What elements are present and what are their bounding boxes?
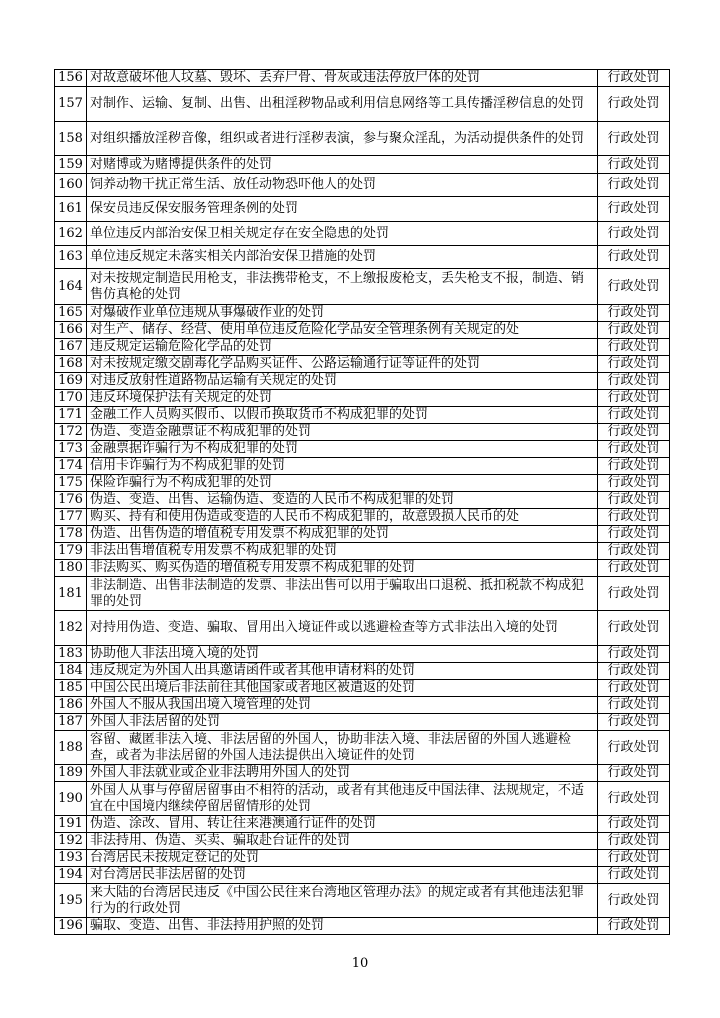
table-row [55, 680, 670, 697]
penalty-item: 对赌博或为赌博提供条件的处罚 [87, 156, 598, 174]
table-row [55, 339, 670, 356]
table-row [55, 646, 670, 663]
penalty-item: 外国人非法居留的处罚 [87, 714, 598, 731]
penalty-item: 来大陆的台湾居民违反《中国公民往来台湾地区管理办法》的规定或者有其他违法犯罪行为的行政处罚 [87, 884, 598, 918]
penalty-category: 行政处罚 [598, 269, 670, 305]
row-number: 173 [55, 441, 87, 458]
penalty-category: 行政处罚 [598, 87, 670, 122]
penalty-category: 行政处罚 [598, 765, 670, 782]
table-row [55, 174, 670, 197]
penalty-item: 金融工作人员购买假币、以假币换取货币不构成犯罪的处罚 [87, 407, 598, 424]
penalty-category: 行政处罚 [598, 70, 670, 87]
table-row [55, 731, 670, 765]
row-number: 193 [55, 850, 87, 867]
penalty-item: 伪造、涂改、冒用、转让往来港澳通行证件的处罚 [87, 816, 598, 833]
row-number: 179 [55, 543, 87, 560]
table-row [55, 765, 670, 782]
penalty-category: 行政处罚 [598, 305, 670, 322]
penalty-item: 非法制造、出售非法制造的发票、非法出售可以用于骗取出口退税、抵扣税款不构成犯罪的处罚 [87, 577, 598, 611]
row-number: 181 [55, 577, 87, 611]
row-number: 183 [55, 646, 87, 663]
row-number: 169 [55, 373, 87, 390]
table-row [55, 356, 670, 373]
penalty-category: 行政处罚 [598, 156, 670, 174]
penalty-item: 外国人从事与停留居留事由不相符的活动，或者有其他违反中国法律、法规规定，不适宜在中国境内继续停留居留情形的处罚 [87, 782, 598, 816]
penalty-category: 行政处罚 [598, 174, 670, 197]
table-row [55, 197, 670, 222]
penalty-category: 行政处罚 [598, 509, 670, 526]
row-number: 156 [55, 70, 87, 87]
row-number: 166 [55, 322, 87, 339]
penalty-category: 行政处罚 [598, 407, 670, 424]
row-number: 186 [55, 697, 87, 714]
table-row [55, 833, 670, 850]
table-row [55, 407, 670, 424]
penalty-category: 行政处罚 [598, 577, 670, 611]
row-number: 187 [55, 714, 87, 731]
penalty-category: 行政处罚 [598, 424, 670, 441]
penalty-item: 饲养动物干扰正常生活、放任动物恐吓他人的处罚 [87, 174, 598, 197]
page-number: 10 [351, 956, 369, 971]
penalty-item: 对制作、运输、复制、出售、出租淫秽物品或利用信息网络等工具传播淫秽信息的处罚 [87, 87, 598, 122]
penalty-item: 违反规定为外国人出具邀请函件或者其他申请材料的处罚 [87, 663, 598, 680]
penalty-item: 违反规定运输危险化学品的处罚 [87, 339, 598, 356]
table-row [55, 697, 670, 714]
penalty-category: 行政处罚 [598, 731, 670, 765]
table-row [55, 222, 670, 246]
penalty-category: 行政处罚 [598, 475, 670, 492]
row-number: 184 [55, 663, 87, 680]
penalty-item: 非法持用、伪造、买卖、骗取赴台证件的处罚 [87, 833, 598, 850]
table-row [55, 543, 670, 560]
row-number: 192 [55, 833, 87, 850]
table-row [55, 509, 670, 526]
row-number: 170 [55, 390, 87, 407]
penalty-item: 购买、持有和使用伪造或变造的人民币不构成犯罪的，故意毁损人民币的处 [87, 509, 598, 526]
penalty-category: 行政处罚 [598, 697, 670, 714]
penalty-item: 违反环境保护法有关规定的处罚 [87, 390, 598, 407]
penalty-item: 外国人不服从我国出境入境管理的处罚 [87, 697, 598, 714]
penalty-item: 容留、藏匿非法入境、非法居留的外国人，协助非法入境、非法居留的外国人逃避检查，或者为非法居留的外国人违法提供出入境证件的处罚 [87, 731, 598, 765]
row-number: 167 [55, 339, 87, 356]
penalty-item: 骗取、变造、出售、非法持用护照的处罚 [87, 918, 598, 935]
penalty-category: 行政处罚 [598, 526, 670, 543]
penalty-item: 单位违反内部治安保卫相关规定存在安全隐患的处罚 [87, 222, 598, 246]
penalty-category: 行政处罚 [598, 833, 670, 850]
table-row [55, 884, 670, 918]
row-number: 195 [55, 884, 87, 918]
penalty-category: 行政处罚 [598, 441, 670, 458]
penalty-category: 行政处罚 [598, 611, 670, 646]
penalty-item: 对故意破坏他人坟墓、毁坏、丢弃尸骨、骨灰或违法停放尸体的处罚 [87, 70, 598, 87]
penalty-item: 对违反放射性道路物品运输有关规定的处罚 [87, 373, 598, 390]
penalty-item: 对组织播放淫秽音像，组织或者进行淫秽表演，参与聚众淫乱，为活动提供条件的处罚 [87, 122, 598, 156]
penalty-category: 行政处罚 [598, 918, 670, 935]
row-number: 162 [55, 222, 87, 246]
table-row [55, 782, 670, 816]
penalty-item: 单位违反规定未落实相关内部治安保卫措施的处罚 [87, 246, 598, 269]
penalty-category: 行政处罚 [598, 816, 670, 833]
table-row [55, 322, 670, 339]
penalty-item: 保险诈骗行为不构成犯罪的处罚 [87, 475, 598, 492]
penalty-category: 行政处罚 [598, 197, 670, 222]
table-row [55, 458, 670, 475]
table-row [55, 611, 670, 646]
table-row [55, 441, 670, 458]
row-number: 165 [55, 305, 87, 322]
penalty-item: 对爆破作业单位违规从事爆破作业的处罚 [87, 305, 598, 322]
row-number: 157 [55, 87, 87, 122]
penalty-category: 行政处罚 [598, 373, 670, 390]
row-number: 177 [55, 509, 87, 526]
penalty-item: 伪造、变造金融票证不构成犯罪的处罚 [87, 424, 598, 441]
penalty-category: 行政处罚 [598, 122, 670, 156]
penalty-item: 非法出售增值税专用发票不构成犯罪的处罚 [87, 543, 598, 560]
penalty-category: 行政处罚 [598, 322, 670, 339]
penalty-category: 行政处罚 [598, 850, 670, 867]
row-number: 182 [55, 611, 87, 646]
penalty-item: 中国公民出境后非法前往其他国家或者地区被遣返的处罚 [87, 680, 598, 697]
table-row [55, 577, 670, 611]
penalty-item: 保安员违反保安服务管理条例的处罚 [87, 197, 598, 222]
row-number: 191 [55, 816, 87, 833]
row-number: 172 [55, 424, 87, 441]
penalty-item: 对台湾居民非法居留的处罚 [87, 867, 598, 884]
row-number: 188 [55, 731, 87, 765]
table-row [55, 816, 670, 833]
table-row [55, 156, 670, 174]
penalty-category: 行政处罚 [598, 390, 670, 407]
penalty-item: 对持用伪造、变造、骗取、冒用出入境证件或以逃避检查等方式非法出入境的处罚 [87, 611, 598, 646]
penalty-category: 行政处罚 [598, 543, 670, 560]
table-row [55, 305, 670, 322]
penalty-item: 伪造、变造、出售、运输伪造、变造的人民币不构成犯罪的处罚 [87, 492, 598, 509]
table-row [55, 714, 670, 731]
row-number: 174 [55, 458, 87, 475]
row-number: 163 [55, 246, 87, 269]
row-number: 164 [55, 269, 87, 305]
table-row [55, 424, 670, 441]
table-row [55, 663, 670, 680]
penalty-item: 伪造、出售伪造的增值税专用发票不构成犯罪的处罚 [87, 526, 598, 543]
row-number: 161 [55, 197, 87, 222]
penalty-category: 行政处罚 [598, 560, 670, 577]
table-row [55, 475, 670, 492]
row-number: 175 [55, 475, 87, 492]
penalty-item: 对未按规定制造民用枪支，非法携带枪支，不上缴报废枪支，丢失枪支不报，制造、销售仿真枪的处罚 [87, 269, 598, 305]
row-number: 176 [55, 492, 87, 509]
penalty-category: 行政处罚 [598, 663, 670, 680]
penalty-item: 金融票据诈骗行为不构成犯罪的处罚 [87, 441, 598, 458]
penalty-category: 行政处罚 [598, 458, 670, 475]
table-row [55, 246, 670, 269]
penalty-category: 行政处罚 [598, 714, 670, 731]
penalty-category: 行政处罚 [598, 646, 670, 663]
table-row [55, 269, 670, 305]
table-row [55, 918, 670, 935]
penalty-category: 行政处罚 [598, 867, 670, 884]
row-number: 178 [55, 526, 87, 543]
penalty-category: 行政处罚 [598, 782, 670, 816]
row-number: 160 [55, 174, 87, 197]
table-row [55, 850, 670, 867]
penalty-item: 信用卡诈骗行为不构成犯罪的处罚 [87, 458, 598, 475]
table-row [55, 87, 670, 122]
table-row [55, 526, 670, 543]
penalty-category: 行政处罚 [598, 356, 670, 373]
row-number: 190 [55, 782, 87, 816]
penalty-category: 行政处罚 [598, 222, 670, 246]
penalty-item: 台湾居民未按规定登记的处罚 [87, 850, 598, 867]
table-row [55, 560, 670, 577]
row-number: 180 [55, 560, 87, 577]
row-number: 158 [55, 122, 87, 156]
penalty-category: 行政处罚 [598, 884, 670, 918]
penalty-category: 行政处罚 [598, 680, 670, 697]
table-row [55, 492, 670, 509]
table-row [55, 867, 670, 884]
row-number: 185 [55, 680, 87, 697]
penalty-item: 外国人非法就业或企业非法聘用外国人的处罚 [87, 765, 598, 782]
penalty-category: 行政处罚 [598, 492, 670, 509]
row-number: 196 [55, 918, 87, 935]
table-row [55, 390, 670, 407]
penalty-category: 行政处罚 [598, 339, 670, 356]
row-number: 171 [55, 407, 87, 424]
row-number: 189 [55, 765, 87, 782]
table-row [55, 122, 670, 156]
table-row [55, 70, 670, 87]
row-number: 194 [55, 867, 87, 884]
penalty-item: 对生产、储存、经营、使用单位违反危险化学品安全管理条例有关规定的处 [87, 322, 598, 339]
penalty-item: 非法购买、购买伪造的增值税专用发票不构成犯罪的处罚 [87, 560, 598, 577]
table-row [55, 373, 670, 390]
penalty-table [54, 69, 670, 935]
row-number: 168 [55, 356, 87, 373]
row-number: 159 [55, 156, 87, 174]
penalty-category: 行政处罚 [598, 246, 670, 269]
penalty-item: 对未按规定缴交剧毒化学品购买证件、公路运输通行证等证件的处罚 [87, 356, 598, 373]
penalty-item: 协助他人非法出境入境的处罚 [87, 646, 598, 663]
